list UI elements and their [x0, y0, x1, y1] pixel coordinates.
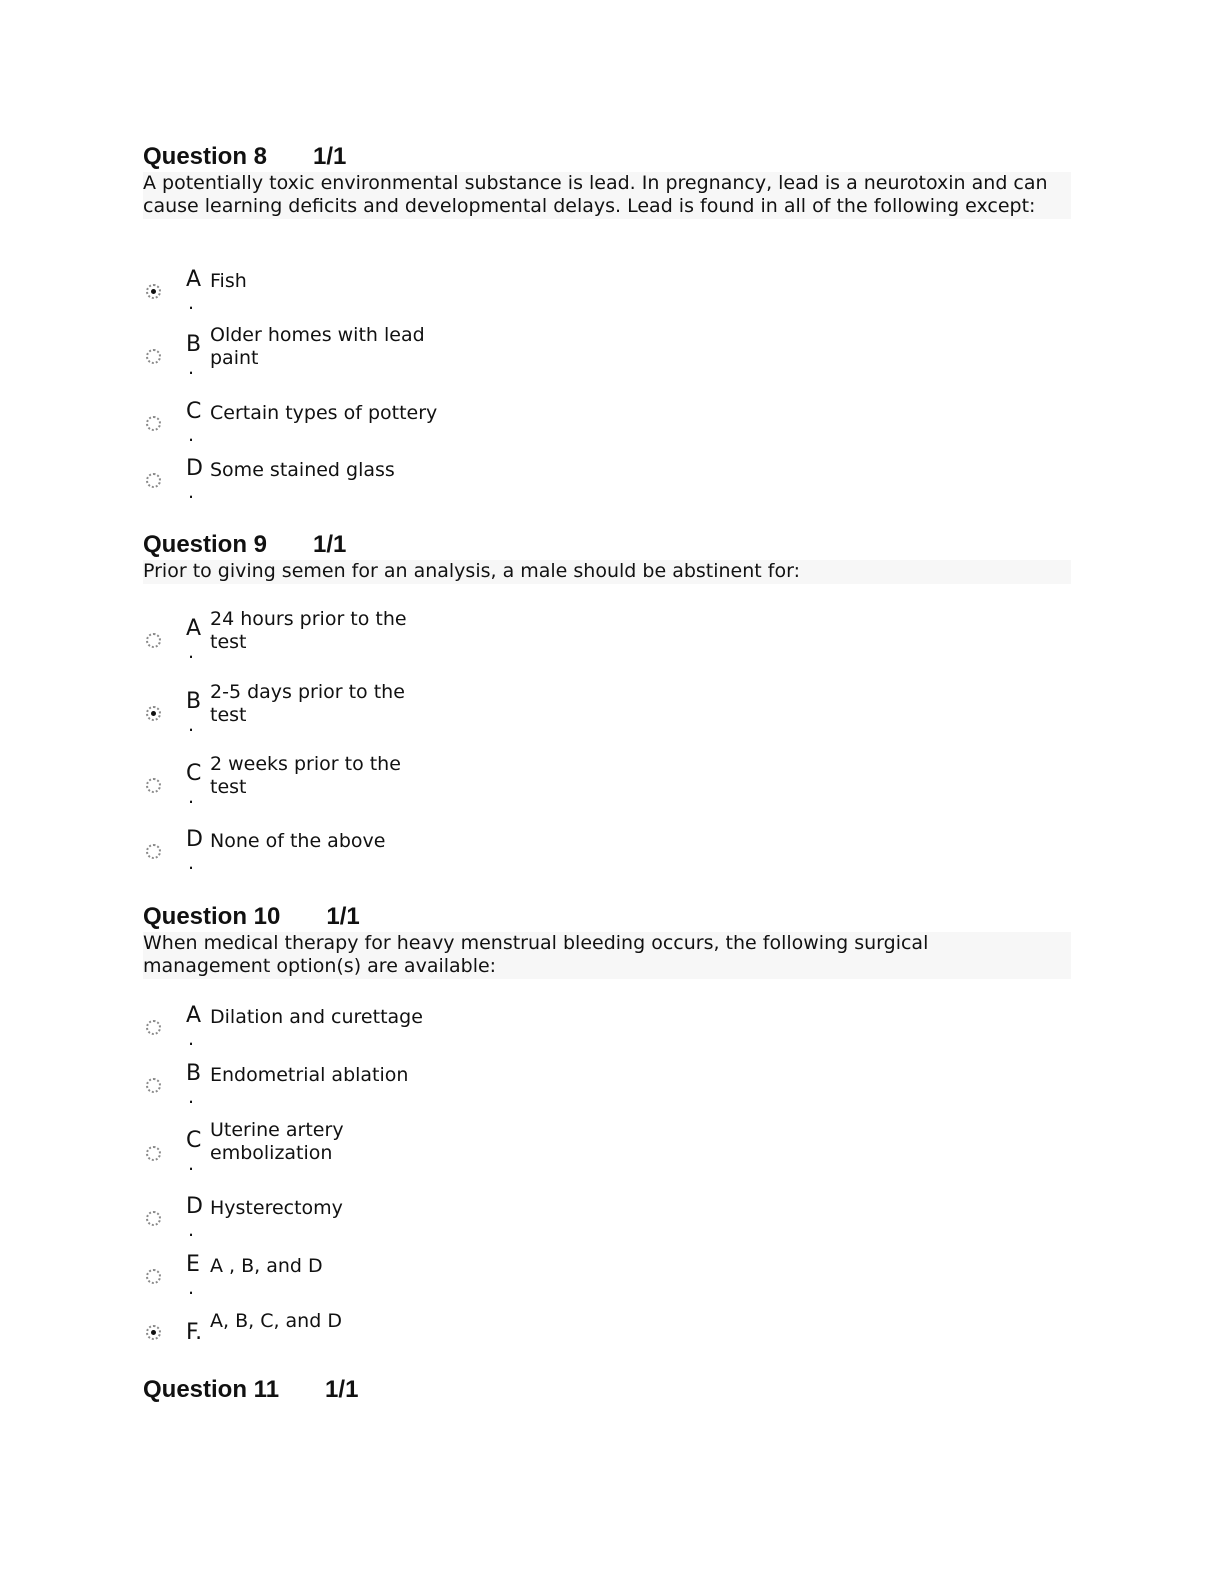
question-header: [143, 902, 1071, 932]
radio-unselected-icon[interactable]: [146, 778, 161, 793]
question-text: A potentially toxic environmental substance is lead. In pregnancy, lead is a neurotoxin and can cause learning deficits and developmental delays. Lead is found in all of the following except:: [143, 172, 1071, 219]
option-text: Some stained glass: [210, 459, 395, 481]
question-score: 1/1: [313, 531, 347, 558]
option-text: Older homes with lead paint: [210, 324, 425, 369]
radio-unselected-icon[interactable]: [146, 349, 161, 364]
option-d[interactable]: [143, 1196, 543, 1246]
question-header: [143, 530, 1071, 560]
question-number: Question 8: [143, 143, 268, 170]
radio-unselected-icon[interactable]: [146, 844, 161, 859]
question-score: 1/1: [325, 1376, 359, 1403]
option-e[interactable]: [143, 1254, 543, 1304]
option-b[interactable]: [143, 681, 543, 741]
option-dot: .: [188, 786, 195, 808]
question-10: [143, 902, 1071, 979]
option-letter: D: [186, 456, 203, 481]
radio-unselected-icon[interactable]: [146, 1211, 161, 1226]
option-letter: D: [186, 1194, 203, 1219]
option-text: None of the above: [210, 830, 386, 852]
option-text: 24 hours prior to the test: [210, 608, 407, 653]
option-letter: A: [186, 267, 202, 292]
option-letter: C: [186, 761, 202, 786]
option-letter: C: [186, 1128, 202, 1153]
option-letter: B: [186, 1061, 202, 1086]
question-9: [143, 530, 1071, 584]
option-dot: .: [188, 1028, 195, 1050]
question-text: Prior to giving semen for an analysis, a male should be abstinent for:: [143, 560, 1071, 584]
question-score: 1/1: [326, 903, 360, 930]
radio-unselected-icon[interactable]: [146, 416, 161, 431]
option-dot: .: [188, 1219, 195, 1241]
option-c[interactable]: [143, 1119, 543, 1179]
question-text: When medical therapy for heavy menstrual bleeding occurs, the following surgical management option(s) are available:: [143, 932, 1071, 979]
radio-unselected-icon[interactable]: [146, 1269, 161, 1284]
option-dot: .: [188, 1153, 195, 1175]
option-dot: .: [188, 714, 195, 736]
option-letter: D: [186, 827, 203, 852]
option-c[interactable]: [143, 399, 543, 452]
option-dot: .: [188, 292, 195, 314]
option-text: Certain types of pottery: [210, 402, 438, 424]
option-dot: .: [188, 1277, 195, 1299]
question-header: [143, 142, 1071, 172]
question-header: [143, 1375, 1071, 1405]
radio-unselected-icon[interactable]: [146, 633, 161, 648]
option-text: A, B, C, and D: [210, 1310, 342, 1332]
option-dot: .: [188, 357, 195, 379]
radio-selected-icon[interactable]: [146, 1325, 161, 1340]
option-text: 2-5 days prior to the test: [210, 681, 405, 726]
option-text: Hysterectomy: [210, 1197, 343, 1219]
option-text: Dilation and curettage: [210, 1006, 423, 1028]
question-number: Question 11: [143, 1376, 280, 1403]
option-dot: .: [188, 641, 195, 663]
option-b[interactable]: [143, 1063, 543, 1113]
option-letter: E: [186, 1252, 200, 1277]
option-d[interactable]: [143, 456, 543, 509]
radio-unselected-icon[interactable]: [146, 1146, 161, 1161]
option-letter: B: [186, 332, 202, 357]
question-number: Question 9: [143, 531, 268, 558]
option-a[interactable]: [143, 268, 543, 318]
option-letter: A: [186, 1003, 202, 1028]
option-dot: .: [188, 481, 195, 503]
option-d[interactable]: [143, 827, 543, 880]
option-a[interactable]: [143, 608, 543, 668]
option-text: 2 weeks prior to the test: [210, 753, 401, 798]
option-f[interactable]: [143, 1310, 543, 1350]
question-number: Question 10: [143, 903, 281, 930]
option-letter: B: [186, 689, 202, 714]
option-dot: .: [188, 424, 195, 446]
option-letter: F.: [186, 1320, 203, 1345]
option-text: Uterine artery embolization: [210, 1119, 344, 1164]
option-dot: .: [188, 1086, 195, 1108]
option-c[interactable]: [143, 753, 543, 813]
radio-unselected-icon[interactable]: [146, 1020, 161, 1035]
option-text: Fish: [210, 270, 247, 292]
question-score: 1/1: [313, 143, 347, 170]
radio-unselected-icon[interactable]: [146, 1078, 161, 1093]
option-text: Endometrial ablation: [210, 1064, 409, 1086]
question-11: [143, 1375, 1071, 1405]
radio-unselected-icon[interactable]: [146, 473, 161, 488]
option-a[interactable]: [143, 1005, 543, 1055]
option-b[interactable]: [143, 324, 543, 384]
radio-selected-icon[interactable]: [146, 706, 161, 721]
option-letter: A: [186, 616, 202, 641]
radio-selected-icon[interactable]: [146, 284, 161, 299]
option-letter: C: [186, 399, 202, 424]
option-dot: .: [188, 852, 195, 874]
question-8: [143, 142, 1071, 219]
option-text: A , B, and D: [210, 1255, 323, 1277]
